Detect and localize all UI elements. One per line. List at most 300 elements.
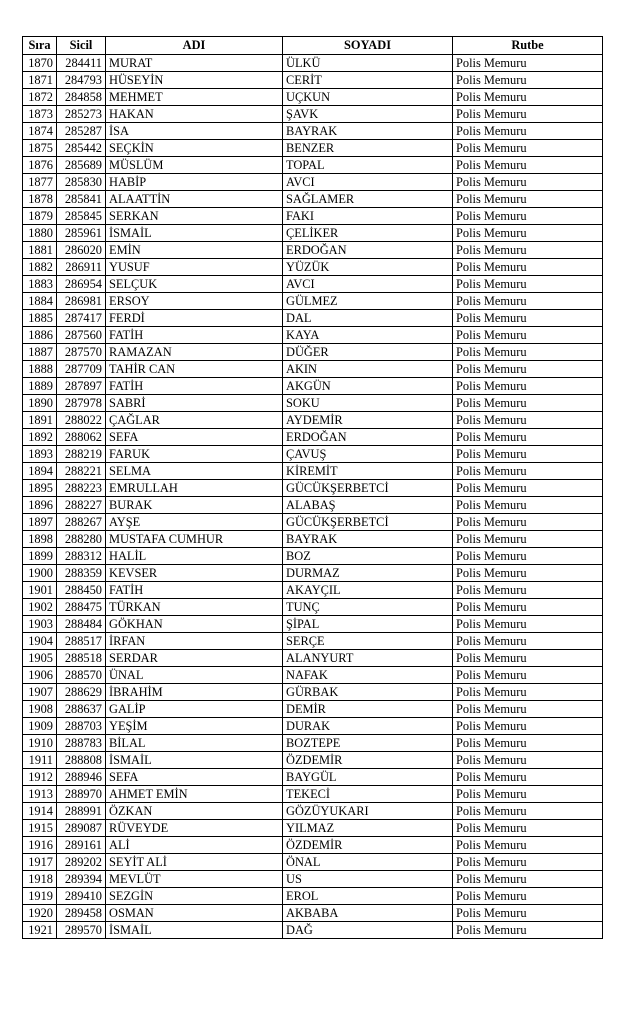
cell-sicil: 286981 [57, 293, 106, 310]
cell-adi: ERSOY [106, 293, 283, 310]
cell-sira: 1920 [23, 905, 57, 922]
cell-sira: 1889 [23, 378, 57, 395]
cell-soyadi: GÜCÜKŞERBETCİ [283, 514, 453, 531]
cell-sira: 1908 [23, 701, 57, 718]
cell-sira: 1896 [23, 497, 57, 514]
cell-sira: 1900 [23, 565, 57, 582]
cell-adi: SEFA [106, 429, 283, 446]
cell-rutbe: Polis Memuru [453, 429, 603, 446]
table-row [23, 293, 603, 310]
table-row [23, 361, 603, 378]
table-row [23, 327, 603, 344]
cell-soyadi: GÖZÜYUKARI [283, 803, 453, 820]
table-row [23, 718, 603, 735]
cell-adi: SELÇUK [106, 276, 283, 293]
cell-rutbe: Polis Memuru [453, 616, 603, 633]
cell-rutbe: Polis Memuru [453, 922, 603, 939]
cell-rutbe: Polis Memuru [453, 735, 603, 752]
table-row [23, 208, 603, 225]
cell-rutbe: Polis Memuru [453, 701, 603, 718]
cell-soyadi: DEMİR [283, 701, 453, 718]
cell-sira: 1891 [23, 412, 57, 429]
cell-rutbe: Polis Memuru [453, 395, 603, 412]
cell-sicil: 288970 [57, 786, 106, 803]
cell-sira: 1886 [23, 327, 57, 344]
cell-soyadi: GÜCÜKŞERBETCİ [283, 480, 453, 497]
cell-sicil: 288312 [57, 548, 106, 565]
cell-sicil: 286954 [57, 276, 106, 293]
cell-sicil: 288570 [57, 667, 106, 684]
cell-sicil: 287417 [57, 310, 106, 327]
cell-adi: İSA [106, 123, 283, 140]
cell-sicil: 288450 [57, 582, 106, 599]
cell-rutbe: Polis Memuru [453, 888, 603, 905]
table-row [23, 565, 603, 582]
header-rutbe: Rutbe [453, 37, 603, 55]
cell-adi: SABRİ [106, 395, 283, 412]
table-row [23, 225, 603, 242]
cell-sira: 1890 [23, 395, 57, 412]
table-row [23, 480, 603, 497]
table-row [23, 497, 603, 514]
cell-soyadi: ÇELİKER [283, 225, 453, 242]
cell-rutbe: Polis Memuru [453, 361, 603, 378]
cell-rutbe: Polis Memuru [453, 191, 603, 208]
cell-rutbe: Polis Memuru [453, 293, 603, 310]
personnel-table [22, 36, 603, 939]
cell-sira: 1921 [23, 922, 57, 939]
cell-soyadi: TEKECİ [283, 786, 453, 803]
table-row [23, 701, 603, 718]
cell-rutbe: Polis Memuru [453, 89, 603, 106]
cell-sira: 1919 [23, 888, 57, 905]
cell-sira: 1905 [23, 650, 57, 667]
cell-soyadi: GÜLMEZ [283, 293, 453, 310]
table-row [23, 871, 603, 888]
cell-sicil: 287709 [57, 361, 106, 378]
cell-sira: 1880 [23, 225, 57, 242]
table-row [23, 752, 603, 769]
cell-sira: 1909 [23, 718, 57, 735]
header-sira: Sıra [23, 37, 57, 55]
cell-sicil: 288221 [57, 463, 106, 480]
cell-sicil: 285830 [57, 174, 106, 191]
cell-sira: 1898 [23, 531, 57, 548]
cell-sicil: 284858 [57, 89, 106, 106]
table-row [23, 378, 603, 395]
cell-soyadi: AVCI [283, 276, 453, 293]
cell-soyadi: YÜZÜK [283, 259, 453, 276]
cell-sicil: 288518 [57, 650, 106, 667]
cell-sicil: 288267 [57, 514, 106, 531]
cell-adi: İSMAİL [106, 225, 283, 242]
cell-soyadi: KİREMİT [283, 463, 453, 480]
table-row [23, 599, 603, 616]
cell-rutbe: Polis Memuru [453, 310, 603, 327]
cell-rutbe: Polis Memuru [453, 565, 603, 582]
cell-sicil: 285273 [57, 106, 106, 123]
cell-sira: 1901 [23, 582, 57, 599]
table-row [23, 582, 603, 599]
cell-soyadi: ÖNAL [283, 854, 453, 871]
cell-rutbe: Polis Memuru [453, 140, 603, 157]
cell-adi: ALİ [106, 837, 283, 854]
cell-rutbe: Polis Memuru [453, 123, 603, 140]
cell-sicil: 286911 [57, 259, 106, 276]
cell-adi: YUSUF [106, 259, 283, 276]
cell-adi: SELMA [106, 463, 283, 480]
cell-soyadi: ŞİPAL [283, 616, 453, 633]
cell-adi: HAKAN [106, 106, 283, 123]
table-row [23, 548, 603, 565]
cell-sicil: 289087 [57, 820, 106, 837]
cell-adi: SERKAN [106, 208, 283, 225]
cell-adi: YEŞİM [106, 718, 283, 735]
cell-adi: AYŞE [106, 514, 283, 531]
cell-soyadi: ALABAŞ [283, 497, 453, 514]
cell-adi: İRFAN [106, 633, 283, 650]
cell-adi: MÜSLÜM [106, 157, 283, 174]
table-row [23, 55, 603, 72]
cell-sira: 1915 [23, 820, 57, 837]
cell-adi: İBRAHİM [106, 684, 283, 701]
cell-sicil: 286020 [57, 242, 106, 259]
cell-rutbe: Polis Memuru [453, 820, 603, 837]
cell-sicil: 288484 [57, 616, 106, 633]
cell-adi: GÖKHAN [106, 616, 283, 633]
cell-sicil: 289161 [57, 837, 106, 854]
table-row [23, 395, 603, 412]
cell-soyadi: AKAYÇIL [283, 582, 453, 599]
header-soyadi: SOYADI [283, 37, 453, 55]
cell-soyadi: ŞAVK [283, 106, 453, 123]
cell-sira: 1872 [23, 89, 57, 106]
cell-soyadi: US [283, 871, 453, 888]
table-row [23, 803, 603, 820]
table-row [23, 344, 603, 361]
cell-soyadi: DAĞ [283, 922, 453, 939]
cell-sicil: 284411 [57, 55, 106, 72]
cell-sicil: 287570 [57, 344, 106, 361]
cell-rutbe: Polis Memuru [453, 344, 603, 361]
table-row [23, 905, 603, 922]
cell-adi: SEÇKİN [106, 140, 283, 157]
cell-rutbe: Polis Memuru [453, 803, 603, 820]
cell-soyadi: AKBABA [283, 905, 453, 922]
cell-rutbe: Polis Memuru [453, 633, 603, 650]
table-row [23, 89, 603, 106]
cell-sira: 1904 [23, 633, 57, 650]
cell-sira: 1916 [23, 837, 57, 854]
cell-sira: 1877 [23, 174, 57, 191]
cell-sicil: 285961 [57, 225, 106, 242]
cell-soyadi: ÜLKÜ [283, 55, 453, 72]
cell-adi: FARUK [106, 446, 283, 463]
cell-rutbe: Polis Memuru [453, 650, 603, 667]
table-row [23, 922, 603, 939]
cell-sira: 1881 [23, 242, 57, 259]
cell-sira: 1870 [23, 55, 57, 72]
cell-soyadi: KAYA [283, 327, 453, 344]
cell-sicil: 287897 [57, 378, 106, 395]
table-row [23, 429, 603, 446]
table-row [23, 140, 603, 157]
cell-sicil: 288022 [57, 412, 106, 429]
cell-sicil: 285845 [57, 208, 106, 225]
cell-rutbe: Polis Memuru [453, 225, 603, 242]
cell-soyadi: ERDOĞAN [283, 429, 453, 446]
cell-adi: FATİH [106, 327, 283, 344]
cell-rutbe: Polis Memuru [453, 106, 603, 123]
table-row [23, 72, 603, 89]
cell-sicil: 288219 [57, 446, 106, 463]
table-row [23, 735, 603, 752]
cell-adi: HALİL [106, 548, 283, 565]
cell-adi: OSMAN [106, 905, 283, 922]
cell-soyadi: BOZ [283, 548, 453, 565]
cell-sicil: 288946 [57, 769, 106, 786]
cell-sicil: 288783 [57, 735, 106, 752]
cell-sicil: 285689 [57, 157, 106, 174]
table-row [23, 769, 603, 786]
cell-sicil: 289202 [57, 854, 106, 871]
cell-soyadi: AYDEMİR [283, 412, 453, 429]
cell-rutbe: Polis Memuru [453, 905, 603, 922]
cell-sira: 1892 [23, 429, 57, 446]
cell-rutbe: Polis Memuru [453, 548, 603, 565]
cell-rutbe: Polis Memuru [453, 769, 603, 786]
cell-sira: 1879 [23, 208, 57, 225]
cell-rutbe: Polis Memuru [453, 752, 603, 769]
cell-soyadi: YILMAZ [283, 820, 453, 837]
cell-adi: RÜVEYDE [106, 820, 283, 837]
cell-adi: ÜNAL [106, 667, 283, 684]
cell-adi: FERDİ [106, 310, 283, 327]
cell-adi: EMRULLAH [106, 480, 283, 497]
cell-sira: 1897 [23, 514, 57, 531]
cell-soyadi: DAL [283, 310, 453, 327]
cell-soyadi: ÇAVUŞ [283, 446, 453, 463]
cell-sira: 1876 [23, 157, 57, 174]
cell-rutbe: Polis Memuru [453, 837, 603, 854]
cell-sicil: 285841 [57, 191, 106, 208]
cell-soyadi: BOZTEPE [283, 735, 453, 752]
cell-sira: 1911 [23, 752, 57, 769]
table-header-row [23, 37, 603, 55]
cell-sicil: 288637 [57, 701, 106, 718]
cell-rutbe: Polis Memuru [453, 718, 603, 735]
cell-soyadi: NAFAK [283, 667, 453, 684]
cell-rutbe: Polis Memuru [453, 684, 603, 701]
cell-soyadi: ÖZDEMİR [283, 752, 453, 769]
cell-sira: 1882 [23, 259, 57, 276]
cell-adi: MUSTAFA CUMHUR [106, 531, 283, 548]
cell-rutbe: Polis Memuru [453, 871, 603, 888]
cell-sicil: 287978 [57, 395, 106, 412]
table-row [23, 106, 603, 123]
cell-sicil: 284793 [57, 72, 106, 89]
cell-sicil: 289394 [57, 871, 106, 888]
cell-adi: SEYİT ALİ [106, 854, 283, 871]
table-row [23, 837, 603, 854]
table-row [23, 684, 603, 701]
cell-rutbe: Polis Memuru [453, 667, 603, 684]
cell-adi: TAHİR CAN [106, 361, 283, 378]
cell-rutbe: Polis Memuru [453, 259, 603, 276]
cell-sicil: 288359 [57, 565, 106, 582]
cell-sira: 1883 [23, 276, 57, 293]
table-row [23, 157, 603, 174]
cell-sira: 1903 [23, 616, 57, 633]
cell-sicil: 285442 [57, 140, 106, 157]
cell-sira: 1878 [23, 191, 57, 208]
cell-rutbe: Polis Memuru [453, 327, 603, 344]
cell-adi: FATİH [106, 582, 283, 599]
cell-rutbe: Polis Memuru [453, 854, 603, 871]
cell-rutbe: Polis Memuru [453, 378, 603, 395]
cell-sicil: 288062 [57, 429, 106, 446]
cell-adi: TÜRKAN [106, 599, 283, 616]
header-sicil: Sicil [57, 37, 106, 55]
cell-adi: RAMAZAN [106, 344, 283, 361]
cell-rutbe: Polis Memuru [453, 531, 603, 548]
cell-soyadi: UÇKUN [283, 89, 453, 106]
header-adi: ADI [106, 37, 283, 55]
cell-rutbe: Polis Memuru [453, 72, 603, 89]
cell-soyadi: FAKI [283, 208, 453, 225]
cell-sicil: 288629 [57, 684, 106, 701]
cell-sira: 1912 [23, 769, 57, 786]
table-body [23, 55, 603, 939]
cell-adi: EMİN [106, 242, 283, 259]
cell-adi: GALİP [106, 701, 283, 718]
cell-adi: FATİH [106, 378, 283, 395]
cell-sira: 1884 [23, 293, 57, 310]
cell-rutbe: Polis Memuru [453, 480, 603, 497]
cell-sira: 1887 [23, 344, 57, 361]
cell-soyadi: AVCI [283, 174, 453, 191]
table-row [23, 276, 603, 293]
cell-rutbe: Polis Memuru [453, 412, 603, 429]
cell-sicil: 287560 [57, 327, 106, 344]
table-row [23, 412, 603, 429]
cell-sicil: 288475 [57, 599, 106, 616]
cell-soyadi: ALANYURT [283, 650, 453, 667]
cell-rutbe: Polis Memuru [453, 582, 603, 599]
cell-sicil: 289458 [57, 905, 106, 922]
cell-sira: 1888 [23, 361, 57, 378]
table-row [23, 310, 603, 327]
cell-rutbe: Polis Memuru [453, 446, 603, 463]
cell-adi: KEVSER [106, 565, 283, 582]
cell-soyadi: DURMAZ [283, 565, 453, 582]
cell-soyadi: AKIN [283, 361, 453, 378]
cell-soyadi: DURAK [283, 718, 453, 735]
cell-adi: SERDAR [106, 650, 283, 667]
cell-sira: 1885 [23, 310, 57, 327]
cell-sicil: 288280 [57, 531, 106, 548]
cell-soyadi: GÜRBAK [283, 684, 453, 701]
cell-sicil: 285287 [57, 123, 106, 140]
cell-soyadi: SAĞLAMER [283, 191, 453, 208]
cell-sicil: 288517 [57, 633, 106, 650]
table-row [23, 259, 603, 276]
cell-soyadi: SERÇE [283, 633, 453, 650]
cell-adi: AHMET EMİN [106, 786, 283, 803]
cell-sira: 1907 [23, 684, 57, 701]
table-row [23, 633, 603, 650]
cell-sira: 1917 [23, 854, 57, 871]
table-row [23, 820, 603, 837]
cell-rutbe: Polis Memuru [453, 276, 603, 293]
cell-adi: BİLAL [106, 735, 283, 752]
table-row [23, 854, 603, 871]
cell-soyadi: SOKU [283, 395, 453, 412]
cell-sira: 1902 [23, 599, 57, 616]
cell-soyadi: BAYGÜL [283, 769, 453, 786]
cell-rutbe: Polis Memuru [453, 174, 603, 191]
cell-sicil: 288703 [57, 718, 106, 735]
cell-adi: BURAK [106, 497, 283, 514]
cell-sira: 1874 [23, 123, 57, 140]
table-row [23, 174, 603, 191]
cell-sicil: 289570 [57, 922, 106, 939]
table-row [23, 514, 603, 531]
cell-adi: İSMAİL [106, 922, 283, 939]
cell-adi: ÖZKAN [106, 803, 283, 820]
table-row [23, 242, 603, 259]
cell-rutbe: Polis Memuru [453, 55, 603, 72]
cell-sicil: 288991 [57, 803, 106, 820]
cell-soyadi: AKGÜN [283, 378, 453, 395]
cell-sira: 1906 [23, 667, 57, 684]
cell-adi: İSMAİL [106, 752, 283, 769]
cell-soyadi: ÖZDEMİR [283, 837, 453, 854]
cell-rutbe: Polis Memuru [453, 599, 603, 616]
cell-soyadi: BENZER [283, 140, 453, 157]
cell-adi: SEFA [106, 769, 283, 786]
table-row [23, 446, 603, 463]
cell-soyadi: BAYRAK [283, 531, 453, 548]
cell-sira: 1910 [23, 735, 57, 752]
table-row [23, 786, 603, 803]
cell-adi: MURAT [106, 55, 283, 72]
cell-sira: 1873 [23, 106, 57, 123]
cell-rutbe: Polis Memuru [453, 242, 603, 259]
cell-soyadi: EROL [283, 888, 453, 905]
cell-adi: HÜSEYİN [106, 72, 283, 89]
cell-sicil: 288227 [57, 497, 106, 514]
cell-soyadi: BAYRAK [283, 123, 453, 140]
cell-adi: MEHMET [106, 89, 283, 106]
cell-sicil: 288223 [57, 480, 106, 497]
cell-adi: MEVLÜT [106, 871, 283, 888]
table-row [23, 616, 603, 633]
cell-rutbe: Polis Memuru [453, 514, 603, 531]
cell-sicil: 289410 [57, 888, 106, 905]
cell-rutbe: Polis Memuru [453, 208, 603, 225]
cell-sicil: 288808 [57, 752, 106, 769]
cell-adi: HABİP [106, 174, 283, 191]
cell-rutbe: Polis Memuru [453, 157, 603, 174]
table-row [23, 650, 603, 667]
cell-soyadi: CERİT [283, 72, 453, 89]
table-row [23, 191, 603, 208]
cell-sira: 1875 [23, 140, 57, 157]
table-row [23, 531, 603, 548]
cell-rutbe: Polis Memuru [453, 463, 603, 480]
cell-rutbe: Polis Memuru [453, 497, 603, 514]
